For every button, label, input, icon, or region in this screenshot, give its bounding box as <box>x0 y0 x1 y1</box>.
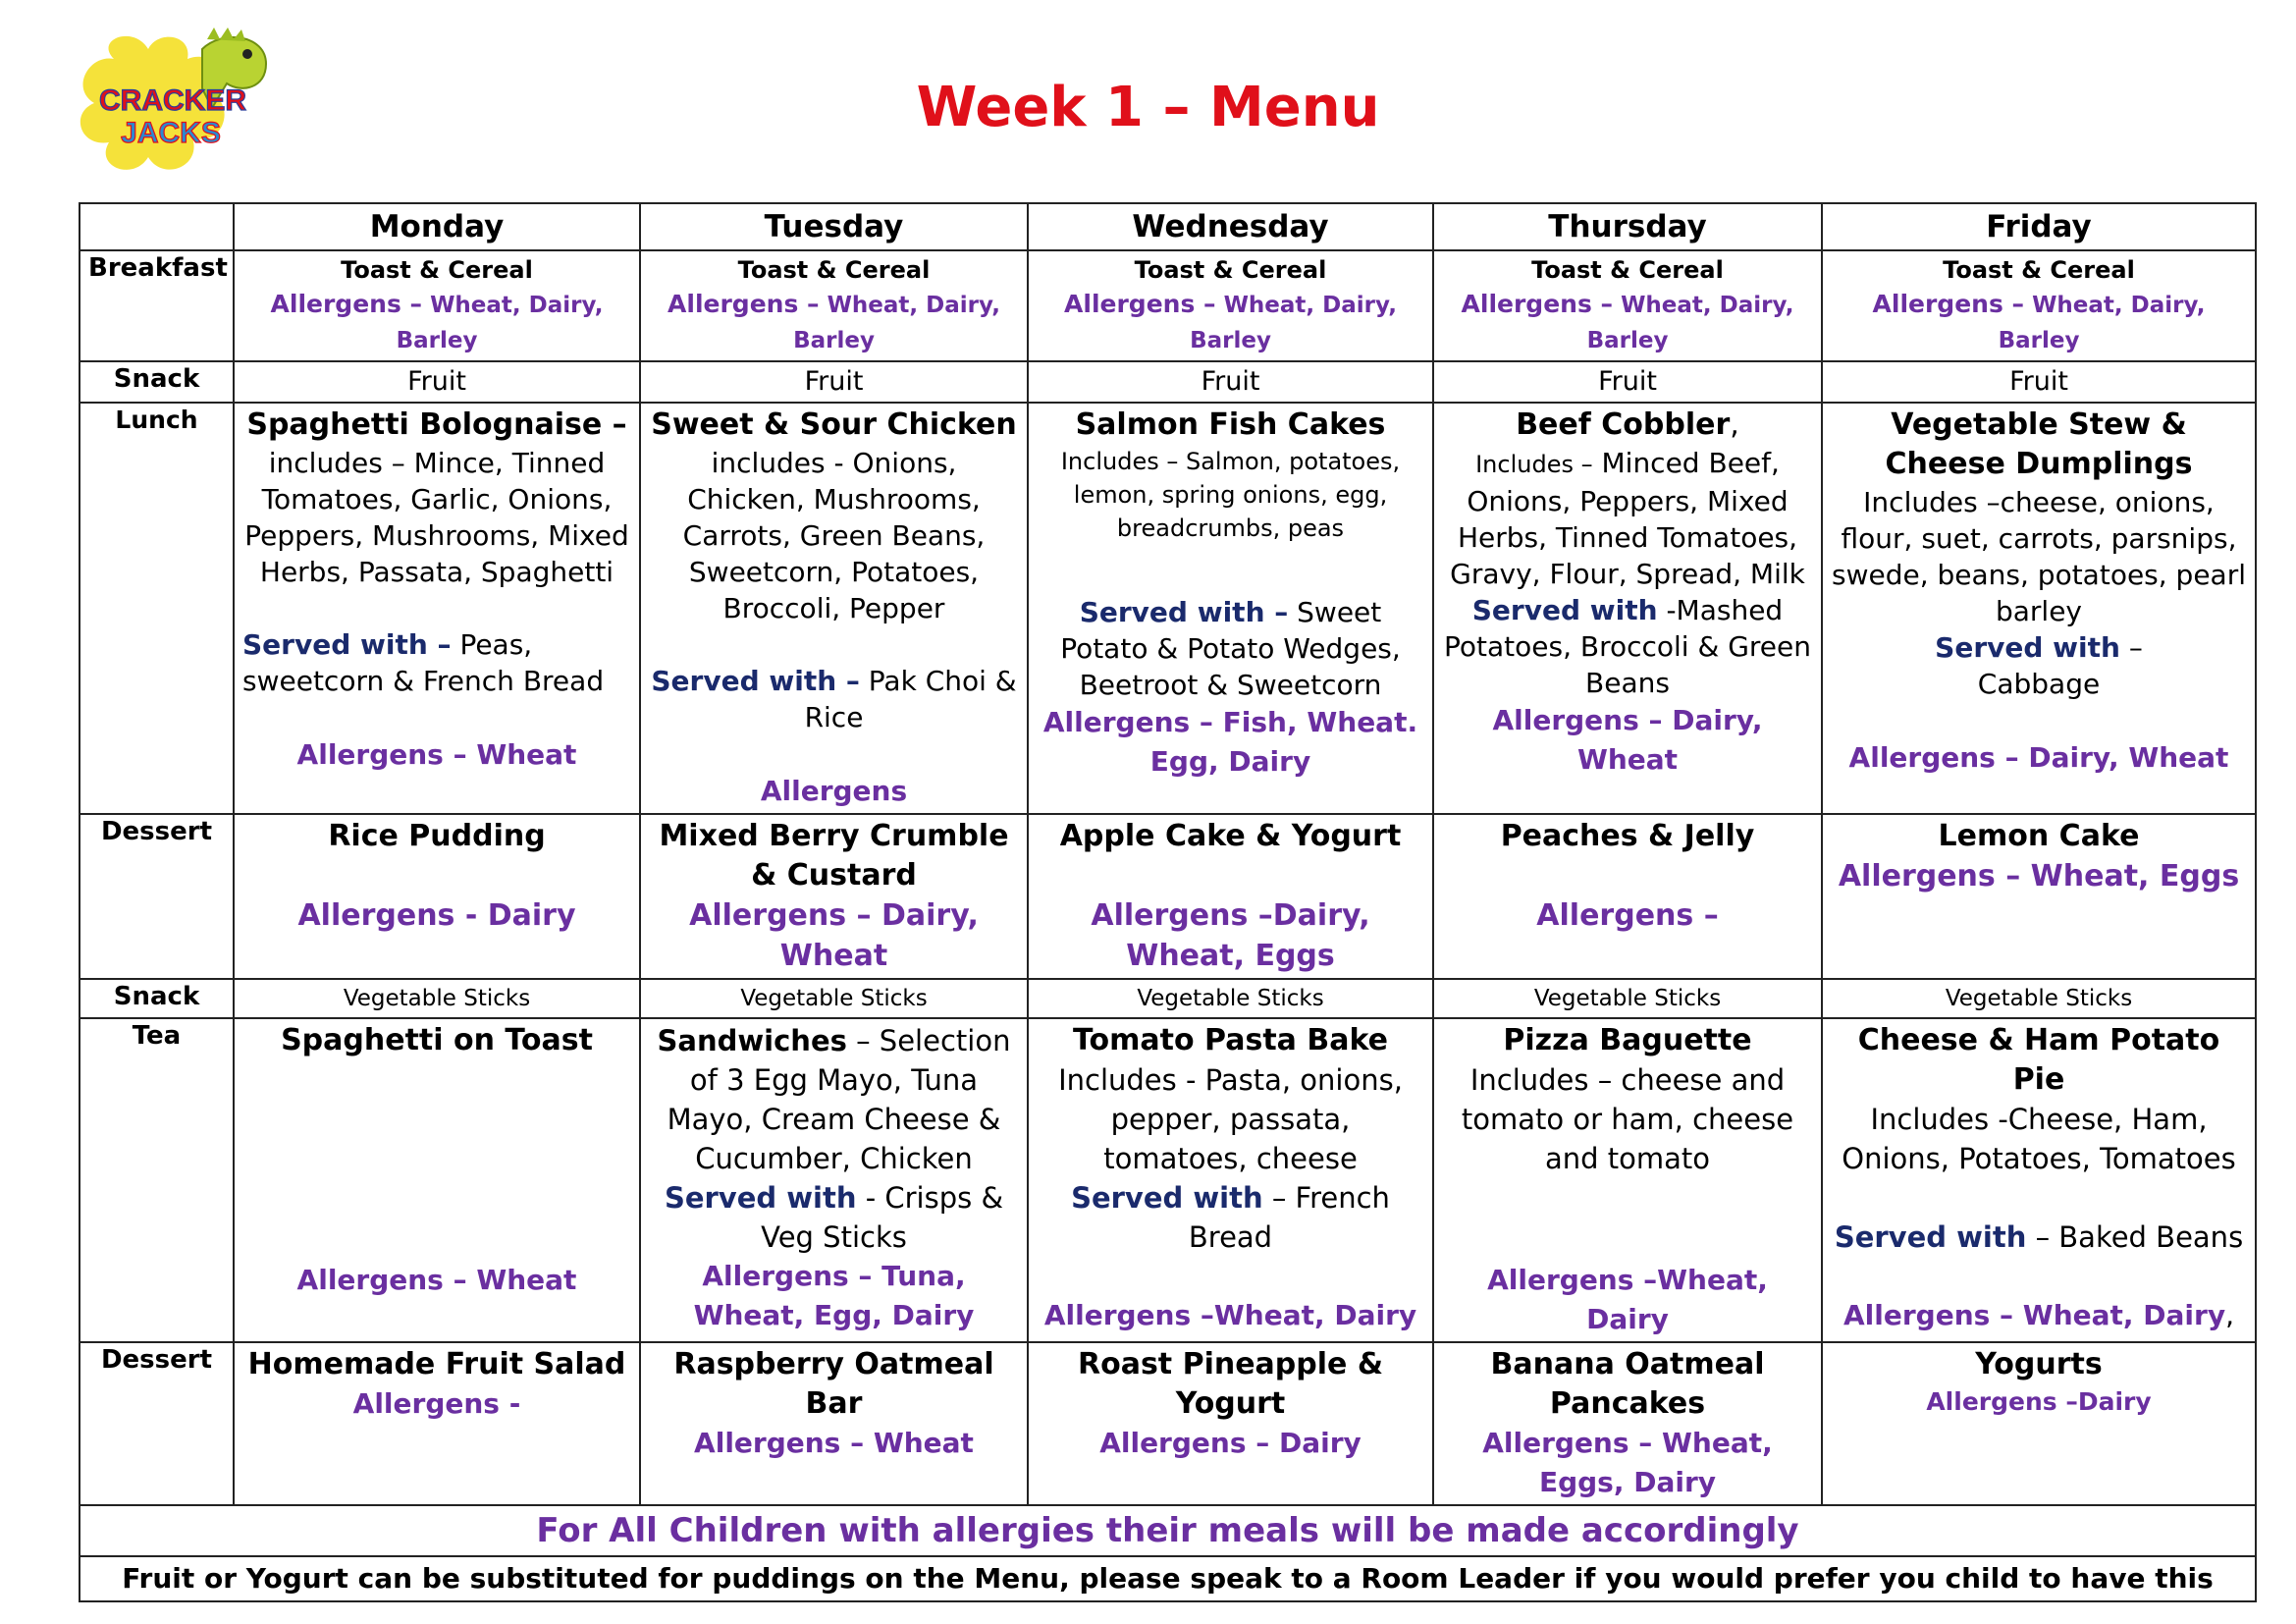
snack-cell: Vegetable Sticks <box>640 979 1028 1018</box>
lunch-includes: includes – Mince, Tinned Tomatoes, Garlic, Onions, Peppers, Mushrooms, Mixed Herbs, Passata, Spaghetti <box>244 447 629 588</box>
dessert-thursday <box>1433 814 1822 979</box>
breakfast-cell <box>1028 250 1433 361</box>
header-row <box>80 203 2256 250</box>
tea-includes: Includes - Pasta, onions, pepper, passata, tomatoes, cheese <box>1058 1063 1403 1175</box>
menu-table <box>79 202 2257 1602</box>
lunch-dish: Spaghetti Bolognaise – <box>246 407 627 442</box>
row-label-breakfast: Breakfast <box>80 250 234 361</box>
dessert-allergens: Allergens – <box>1536 898 1719 933</box>
corner-cell <box>80 203 234 250</box>
tea-friday <box>1822 1018 2256 1342</box>
dessert-friday <box>1822 814 2256 979</box>
dessert-allergens: Allergens – Wheat, Eggs <box>1838 859 2240 893</box>
dessert-monday <box>234 1342 640 1505</box>
dessert-tuesday <box>640 1342 1028 1505</box>
lunch-allergens: Allergens – Fish, Wheat. Egg, Dairy <box>1042 706 1418 778</box>
breakfast-cell <box>640 250 1028 361</box>
dessert-row <box>80 1342 2256 1505</box>
lunch-allergens: Allergens – Dairy, Wheat <box>1492 704 1763 776</box>
snack-cell: Fruit <box>1028 361 1433 403</box>
breakfast-allergens: Allergens – Wheat, Dairy, Barley <box>1872 290 2206 353</box>
lunch-served-with: Served with -Mashed Potatoes, Broccoli & Green Beans <box>1443 594 1812 699</box>
dessert-row <box>80 814 2256 979</box>
dessert-allergens: Allergens –Dairy <box>1926 1387 2152 1416</box>
breakfast-allergens: Allergens – Wheat, Dairy, Barley <box>1461 290 1794 353</box>
dessert-allergens: Allergens – Wheat <box>694 1427 974 1459</box>
snack-cell: Vegetable Sticks <box>1822 979 2256 1018</box>
day-tuesday: Tuesday <box>640 203 1028 250</box>
lunch-served-with: Served with – Peas, sweetcorn & French Bread <box>242 628 605 697</box>
lunch-dish: Salmon Fish Cakes <box>1075 407 1386 442</box>
footer-note-row <box>80 1556 2256 1601</box>
dessert-wednesday <box>1028 1342 1433 1505</box>
tea-wednesday <box>1028 1018 1433 1342</box>
tea-includes: Includes -Cheese, Ham, Onions, Potatoes, Tomatoes <box>1842 1103 2236 1175</box>
lunch-includes: Includes – Minced Beef, Onions, Peppers, Mixed Herbs, Tinned Tomatoes, Gravy, Flour, Spread, Milk <box>1450 447 1805 590</box>
breakfast-dish: Toast & Cereal <box>737 256 931 284</box>
snack-row <box>80 361 2256 403</box>
tea-served-with: Served with - Crisps & Veg Sticks <box>664 1181 1004 1254</box>
dessert-dish: Yogurts <box>1975 1347 2103 1381</box>
snack-cell: Vegetable Sticks <box>1028 979 1433 1018</box>
allergy-notice: For All Children with allergies their meals will be made accordingly <box>80 1505 2256 1556</box>
day-thursday: Thursday <box>1433 203 1822 250</box>
breakfast-dish: Toast & Cereal <box>1134 256 1327 284</box>
lunch-dish: Beef Cobbler, <box>1516 407 1739 442</box>
tea-allergens: Allergens – Tuna, Wheat, Egg, Dairy <box>693 1260 975 1331</box>
lunch-dish: Vegetable Stew & Cheese Dumplings <box>1885 407 2193 481</box>
tea-dish: Cheese & Ham Potato Pie <box>1857 1023 2220 1097</box>
tea-served-with: Served with – Baked Beans <box>1834 1220 2244 1254</box>
dessert-friday <box>1822 1342 2256 1505</box>
lunch-allergens: Allergens <box>760 775 908 807</box>
lunch-allergens: Allergens – Wheat <box>296 738 577 771</box>
tea-allergens: Allergens –Wheat, Dairy <box>1487 1264 1768 1335</box>
tea-row <box>80 1018 2256 1342</box>
breakfast-row <box>80 250 2256 361</box>
dessert-dish: Homemade Fruit Salad <box>247 1347 626 1381</box>
lunch-wednesday <box>1028 403 1433 814</box>
dessert-thursday <box>1433 1342 1822 1505</box>
dessert-wednesday <box>1028 814 1433 979</box>
tea-tuesday <box>640 1018 1028 1342</box>
dessert-monday <box>234 814 640 979</box>
lunch-includes: Includes – Salmon, potatoes, lemon, spring onions, egg, breadcrumbs, peas <box>1060 448 1401 542</box>
breakfast-dish: Toast & Cereal <box>341 256 533 284</box>
row-label-dessert: Dessert <box>80 1342 234 1505</box>
dessert-dish: Lemon Cake <box>1938 819 2140 853</box>
tea-dish: Tomato Pasta Bake <box>1073 1023 1388 1057</box>
tea-dish: Sandwiches – Selection of 3 Egg Mayo, Tuna Mayo, Cream Cheese & Cucumber, Chicken <box>657 1024 1011 1175</box>
lunch-served-with: Served with – Sweet Potato & Potato Wedges, Beetroot & Sweetcorn <box>1060 596 1401 701</box>
lunch-friday <box>1822 403 2256 814</box>
dessert-allergens: Allergens - Dairy <box>297 898 576 933</box>
tea-includes: Includes – cheese and tomato or ham, cheese and tomato <box>1461 1063 1794 1175</box>
breakfast-cell <box>1822 250 2256 361</box>
dessert-dish: Apple Cake & Yogurt <box>1059 819 1402 853</box>
lunch-tuesday <box>640 403 1028 814</box>
tea-dish: Spaghetti on Toast <box>281 1023 593 1057</box>
breakfast-allergens: Allergens – Wheat, Dairy, Barley <box>1064 290 1397 353</box>
allergy-notice-row <box>80 1505 2256 1556</box>
row-label-snack: Snack <box>80 361 234 403</box>
day-friday: Friday <box>1822 203 2256 250</box>
day-monday: Monday <box>234 203 640 250</box>
row-label-dessert: Dessert <box>80 814 234 979</box>
lunch-includes: includes - Onions, Chicken, Mushrooms, Carrots, Green Beans, Sweetcorn, Potatoes, Broccoli, Pepper <box>682 447 986 624</box>
snack-cell: Fruit <box>640 361 1028 403</box>
snack-cell: Fruit <box>1433 361 1822 403</box>
lunch-served-with: Served with – Cabbage <box>1935 631 2143 700</box>
dessert-dish: Peaches & Jelly <box>1500 819 1755 853</box>
page-title: Week 1 – Menu <box>916 76 1380 139</box>
snack-row <box>80 979 2256 1018</box>
breakfast-dish: Toast & Cereal <box>1943 256 2135 284</box>
lunch-monday <box>234 403 640 814</box>
breakfast-allergens: Allergens – Wheat, Dairy, Barley <box>667 290 1000 353</box>
footer-note: Fruit or Yogurt can be substituted for puddings on the Menu, please speak to a Room Leader if you would prefer you child to have this <box>80 1556 2256 1601</box>
dessert-allergens: Allergens – Dairy <box>1099 1427 1362 1459</box>
lunch-dish: Sweet & Sour Chicken <box>651 407 1017 442</box>
breakfast-cell <box>234 250 640 361</box>
tea-allergens: Allergens – Wheat, Dairy, <box>1843 1299 2234 1331</box>
snack-cell: Fruit <box>1822 361 2256 403</box>
snack-cell: Fruit <box>234 361 640 403</box>
row-label-lunch: Lunch <box>80 403 234 814</box>
snack-cell: Vegetable Sticks <box>234 979 640 1018</box>
day-wednesday: Wednesday <box>1028 203 1433 250</box>
row-label-tea: Tea <box>80 1018 234 1342</box>
tea-allergens: Allergens –Wheat, Dairy <box>1043 1299 1417 1331</box>
tea-thursday <box>1433 1018 1822 1342</box>
dessert-allergens: Allergens – Dairy, Wheat <box>689 898 979 973</box>
dessert-dish: Mixed Berry Crumble & Custard <box>659 819 1009 893</box>
dessert-allergens: Allergens - <box>352 1387 521 1420</box>
dessert-dish: Raspberry Oatmeal Bar <box>673 1347 994 1421</box>
row-label-snack: Snack <box>80 979 234 1018</box>
tea-dish: Pizza Baguette <box>1503 1023 1752 1057</box>
lunch-thursday <box>1433 403 1822 814</box>
logo-text-bottom: JACKS <box>121 117 221 149</box>
lunch-served-with: Served with – Pak Choi & Rice <box>651 665 1017 733</box>
logo-text-top: CRACKER <box>99 84 246 117</box>
dessert-allergens: Allergens –Dairy, Wheat, Eggs <box>1091 898 1370 973</box>
breakfast-dish: Toast & Cereal <box>1531 256 1724 284</box>
breakfast-allergens: Allergens – Wheat, Dairy, Barley <box>270 290 604 353</box>
lunch-allergens: Allergens – Dairy, Wheat <box>1848 741 2229 774</box>
dessert-dish: Rice Pudding <box>328 819 546 853</box>
breakfast-cell <box>1433 250 1822 361</box>
dessert-dish: Banana Oatmeal Pancakes <box>1490 1347 1765 1421</box>
tea-served-with: Served with – French Bread <box>1071 1181 1390 1254</box>
lunch-includes: Includes –cheese, onions, flour, suet, carrots, parsnips, swede, beans, potatoes, pearl barley <box>1831 486 2247 627</box>
tea-monday <box>234 1018 640 1342</box>
dessert-allergens: Allergens – Wheat, Eggs, Dairy <box>1482 1427 1773 1498</box>
dessert-dish: Roast Pineapple & Yogurt <box>1077 1347 1383 1421</box>
snack-cell: Vegetable Sticks <box>1433 979 1822 1018</box>
tea-allergens: Allergens – Wheat <box>296 1264 577 1296</box>
dessert-tuesday <box>640 814 1028 979</box>
lunch-row <box>80 403 2256 814</box>
